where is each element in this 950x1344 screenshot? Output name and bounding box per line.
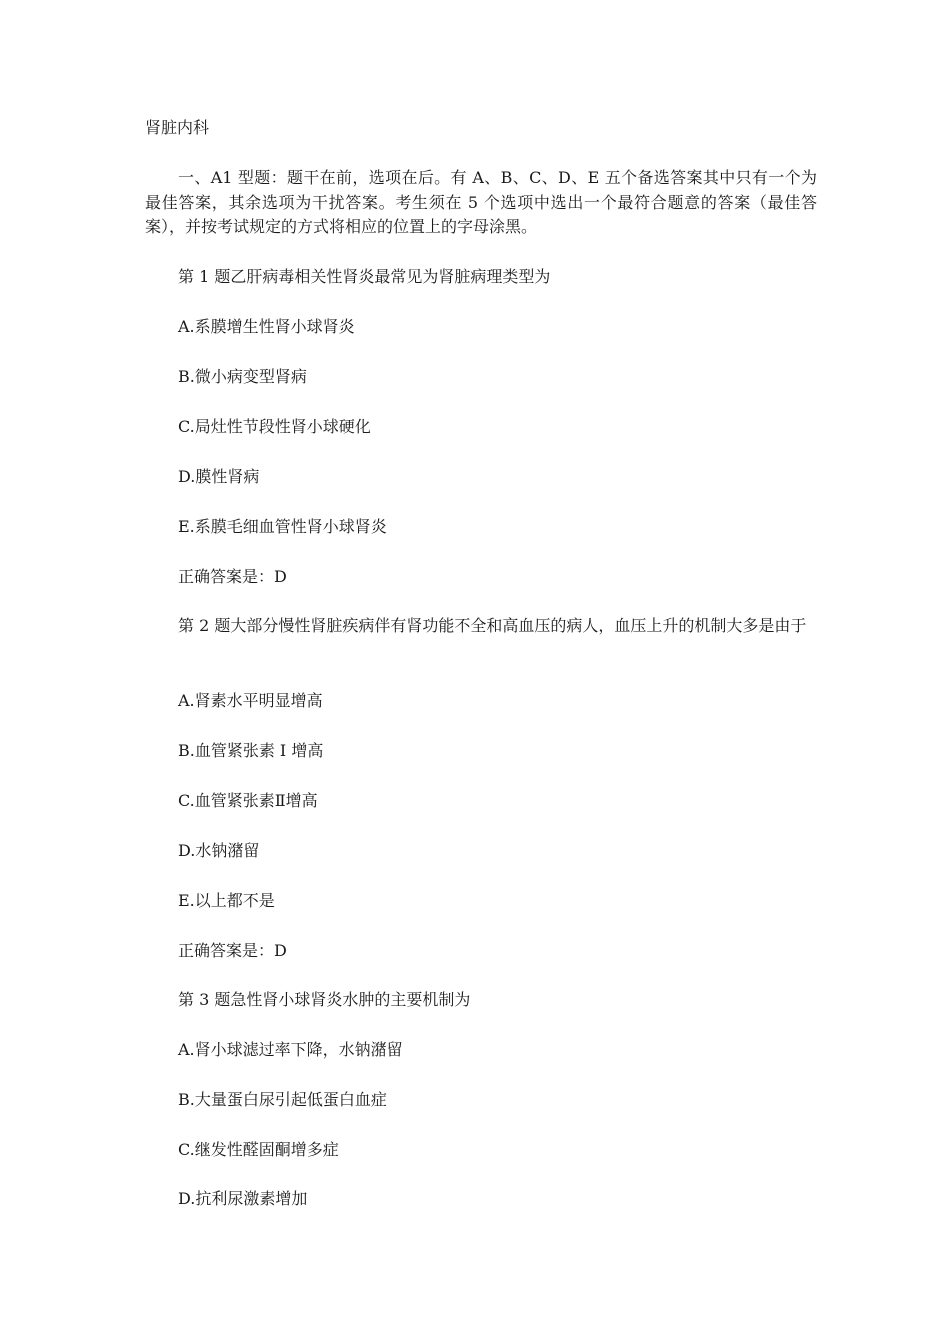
question-2-option-c: C.血管紧张素Ⅱ增高 xyxy=(178,791,318,810)
question-2-option-e: E.以上都不是 xyxy=(178,891,275,910)
question-3-option-c: C.继发性醛固酮增多症 xyxy=(178,1140,339,1159)
question-2-option-b: B.血管紧张素 I 增高 xyxy=(178,741,324,760)
question-3-option-b: B.大量蛋白尿引起低蛋白血症 xyxy=(178,1090,387,1109)
question-1-option-c: C.局灶性节段性肾小球硬化 xyxy=(178,417,371,436)
question-2-option-a: A.肾素水平明显增高 xyxy=(178,691,323,710)
question-3-option-a: A.肾小球滤过率下降，水钠潴留 xyxy=(178,1040,403,1059)
question-1-answer: 正确答案是：D xyxy=(178,567,287,586)
question-3-option-d: D.抗利尿激素增加 xyxy=(178,1189,308,1208)
question-2-option-d: D.水钠潴留 xyxy=(178,841,260,860)
question-1-option-a: A.系膜增生性肾小球肾炎 xyxy=(178,317,355,336)
question-2-stem: 第 2 题大部分慢性肾脏疾病伴有肾功能不全和高血压的病人，血压上升的机制大多是由于 xyxy=(178,616,807,635)
question-1-option-e: E.系膜毛细血管性肾小球肾炎 xyxy=(178,517,387,536)
question-1-stem: 第 1 题乙肝病毒相关性肾炎最常见为肾脏病理类型为 xyxy=(178,267,551,286)
instructions-paragraph: 一、A1 型题：题干在前，选项在后。有 A、B、C、D、E 五个备选答案其中只有一个为最佳答案，其余选项为干扰答案。考生须在 5 个选项中选出一个最符合题意的答案（最佳答案），并按考试规定的方式将相应的位置上的字母涂黑。 xyxy=(145,168,817,236)
question-2-answer: 正确答案是：D xyxy=(178,941,287,960)
section-title: 肾脏内科 xyxy=(145,118,210,137)
question-1-option-b: B.微小病变型肾病 xyxy=(178,367,307,386)
question-3-stem: 第 3 题急性肾小球肾炎水肿的主要机制为 xyxy=(178,990,471,1009)
question-1-option-d: D.膜性肾病 xyxy=(178,467,260,486)
